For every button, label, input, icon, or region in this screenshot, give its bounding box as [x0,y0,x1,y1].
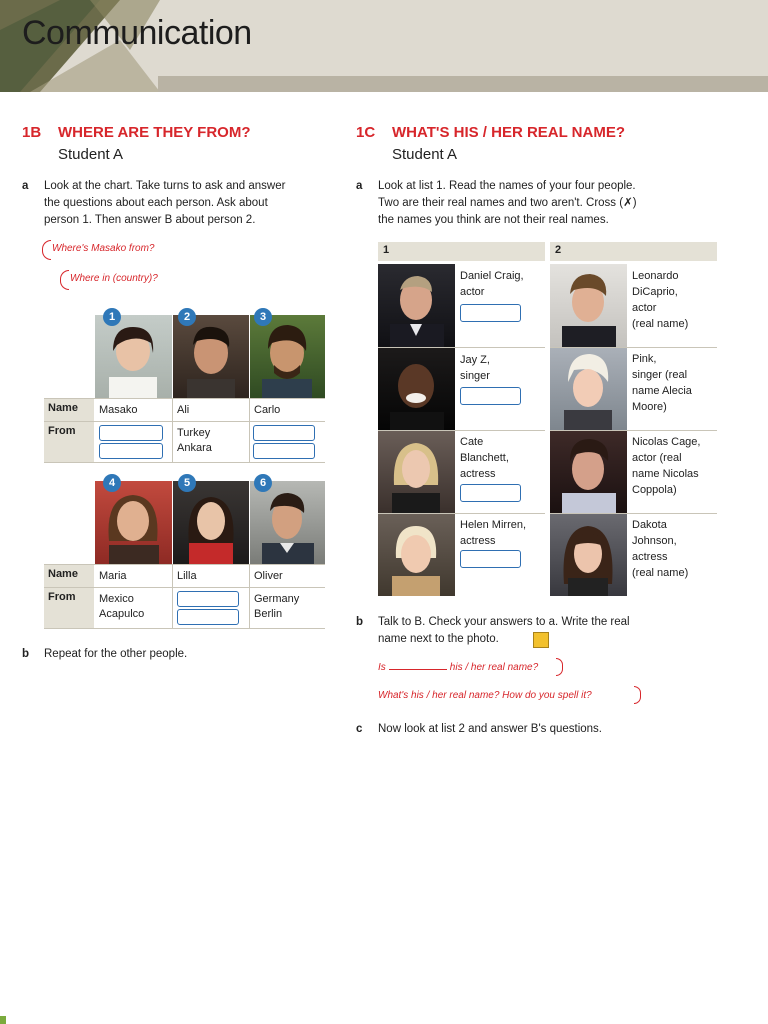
celebrity-photo [550,431,627,513]
row-label-from: From [44,422,94,462]
celebrity-real-name-note: (real name) [632,567,689,579]
instruction-letter: c [356,723,363,735]
celebrity-real-name-note: name Alecia [632,385,692,397]
section-1c-title: WHAT'S HIS / HER REAL NAME? [392,124,626,141]
instruction-line: Now look at list 2 and answer B's questions. [378,723,603,735]
speech-bubble-close [634,686,641,704]
speech-bubble-open [42,240,51,260]
list-2-header: 2 [550,242,717,261]
person-city: Ankara [177,442,212,454]
section-1c-instruction-a [356,178,718,229]
celebrity-name [460,352,490,384]
section-1b-student: Student A [58,146,124,163]
celebrity-name [632,268,688,332]
table-line [44,564,325,565]
instruction-line: person 1. Then answer B about person 2. [44,214,256,226]
celebrity-photo [550,264,627,347]
answer-box-country[interactable] [253,425,315,441]
real-name-answer-box[interactable] [460,484,521,502]
instruction-letter: b [356,616,364,628]
table-line [44,462,325,463]
celebrity-name-line: Johnson, [632,535,677,547]
instruction-line: the names you think are not their real names. [378,214,609,226]
table-line [172,564,173,628]
person-country: Turkey [177,427,211,439]
instruction-line: Look at list 1. Read the names of your four people. [378,180,636,192]
person-name: Masako [99,404,138,416]
person-name: Ali [177,404,190,416]
celebrity-photo [550,514,627,596]
person-city: Berlin [254,608,283,620]
person-name: Maria [99,570,127,582]
celebrity-job: actor (real [632,452,682,464]
row-label-name: Name [44,399,94,421]
section-1c-heading [356,124,625,141]
celebrity-name-line: Jay Z, [460,354,490,366]
page-corner-mark [0,1016,6,1024]
person-country: Mexico [99,593,134,605]
celebrity-job: singer [460,370,490,382]
example-question: What's his / her real name? How do you spell it? [378,690,592,701]
example-question: Where's Masako from? [52,243,155,254]
instruction-line: Look at the chart. Take turns to ask and answer [44,180,286,192]
example-question: Where in (country)? [70,273,158,284]
speech-bubble-open [60,270,69,290]
celebrity-name [460,268,524,300]
section-1b-number: 1B [22,124,42,141]
celebrity-name-line: Nicolas Cage, [632,436,701,448]
celebrity-name-line: Cate [460,436,484,448]
celebrity-name-line: Blanchett, [460,452,509,464]
header-bar [158,76,768,92]
list-divider [550,513,717,514]
person-city: Acapulco [99,608,145,620]
celebrity-job: actor [460,286,485,298]
row-label-name: Name [44,565,94,587]
person-photo [95,481,172,564]
instruction-line: Repeat for the other people. [44,648,188,660]
person-name: Oliver [254,570,283,582]
table-line [249,398,250,462]
celebrity-name-line: Daniel Craig, [460,270,524,282]
celebrity-job: actress [460,468,496,480]
celebrity-name [632,517,688,581]
person-number-badge: 1 [103,308,121,326]
example-question [378,662,538,673]
instruction-line: Talk to B. Check your answers to a. Write the real [378,616,630,628]
celebrity-name [632,351,692,415]
celebrity-photo [378,514,455,596]
celebrity-name-line: Helen Mirren, [460,519,527,531]
celebrity-real-name-note: Moore) [632,401,667,413]
row-label-from: From [44,588,94,628]
person-country: Germany [254,593,300,605]
person-photo [173,481,249,564]
celebrity-real-name-note: (real name) [632,318,689,330]
person-name: Carlo [254,404,281,416]
table-line [44,587,325,588]
person-number-badge: 3 [254,308,272,326]
list-divider [378,513,545,514]
answer-box-city[interactable] [99,443,163,459]
page-header [0,0,768,92]
person-photo [95,315,172,398]
celebrity-real-name-note: name Nicolas [632,468,699,480]
instruction-line: name next to the photo. [378,633,499,645]
question-end: his / her real name? [449,662,539,673]
speech-bubble-close [556,658,563,676]
person-photo [250,315,325,398]
celebrity-photo [378,431,455,513]
answer-box-country[interactable] [177,591,239,607]
instruction-line: Two are their real names and two aren't. Cross (✗) [378,197,637,209]
table-line [249,564,250,628]
table-line [44,421,325,422]
section-1b-instruction-b [22,646,344,663]
celebrity-job: singer (real [632,369,688,381]
instruction-letter: b [22,648,30,660]
answer-box-city[interactable] [253,443,315,459]
celebrity-photo [378,348,455,430]
celebrity-job: actor [632,302,657,314]
celebrity-name-line: Pink, [632,353,657,365]
section-1c-student: Student A [392,146,458,163]
list-divider [550,347,717,348]
section-1b-heading [22,124,251,141]
instruction-letter: a [356,180,363,192]
person-number-badge: 4 [103,474,121,492]
celebrity-photo [550,348,627,430]
person-number-badge: 5 [178,474,196,492]
celebrity-name-line: Leonardo [632,270,679,282]
answer-box-city[interactable] [177,609,239,625]
instruction-letter: a [22,180,29,192]
person-number-badge: 6 [254,474,272,492]
answer-box-country[interactable] [99,425,163,441]
section-1b-title: WHERE ARE THEY FROM? [58,124,251,141]
question-start: Is [378,662,386,673]
section-1c-instruction-c [356,721,718,738]
list-divider [550,430,717,431]
blank-line [389,669,447,670]
person-photo [173,315,249,398]
celebrity-name [632,434,700,498]
instruction-line: the questions about each person. Ask about [44,197,268,209]
page-title: Communication [22,14,252,52]
list-1-header: 1 [378,242,545,261]
section-1b-instruction-a [22,178,344,229]
person-photo [250,481,325,564]
real-name-answer-box[interactable] [460,387,521,405]
section-1c-number: 1C [356,124,376,141]
celebrity-job: actress [632,551,668,563]
celebrity-name-line: Dakota [632,519,667,531]
celebrity-real-name-note: Coppola) [632,484,677,496]
person-name: Lilla [177,570,197,582]
real-name-answer-box[interactable] [460,550,521,568]
table-line [44,398,325,399]
celebrity-name [460,517,526,549]
list-divider [378,347,545,348]
list-divider [378,430,545,431]
celebrity-photo [378,264,455,347]
table-line [172,398,173,462]
sticky-note-icon [533,632,549,648]
table-line [44,628,325,629]
real-name-answer-box[interactable] [460,304,521,322]
celebrity-name [460,434,509,482]
celebrity-name-line: DiCaprio, [632,286,678,298]
person-number-badge: 2 [178,308,196,326]
celebrity-job: actress [460,535,496,547]
